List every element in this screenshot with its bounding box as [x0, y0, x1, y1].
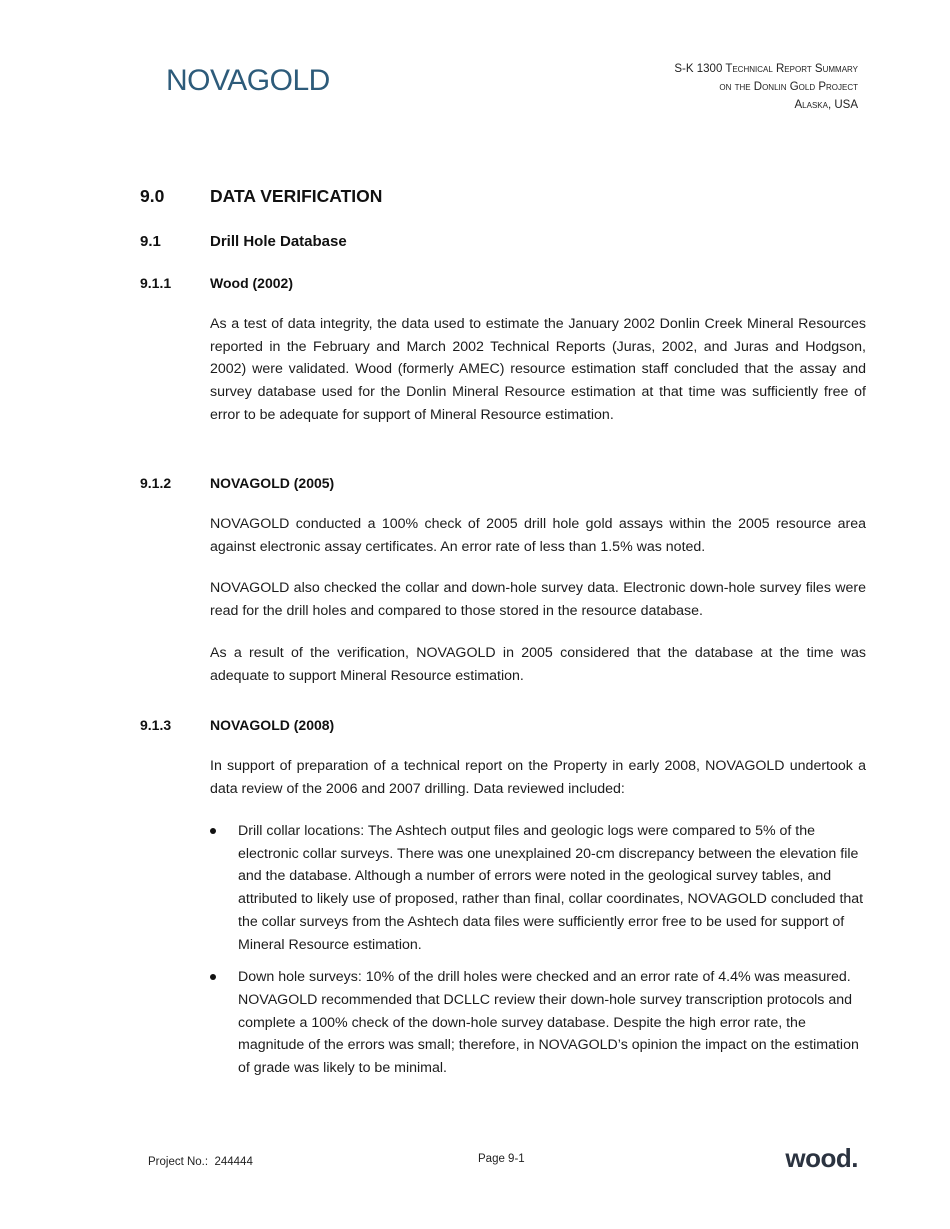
heading-title: NOVAGOLD (2005): [210, 475, 335, 491]
paragraph: NOVAGOLD conducted a 100% check of 2005 drill hole gold assays within the 2005 resource area against electronic assay certificates. An error rate of less than 1.5% was noted.: [210, 516, 866, 555]
list-item: Drill collar locations: The Ashtech output files and geologic logs were compared to 5% of the electronic collar surveys. There was one unexplained 20-cm discrepancy between the elevation file and the database. Although a number of errors were noted in the geological survey tables, and attributed to likely use of proposed, rather than final, collar coordinates, NOVAGOLD concluded that the collar surveys from the Ashtech data files were sufficiently error free to be used for support of Mineral Resource estimation.: [210, 820, 866, 956]
list-item: Down hole surveys: 10% of the drill holes were checked and an error rate of 4.4% was measured. NOVAGOLD recommended that DCLLC review their down-hole survey transcription protocols and complete a 100% check of the down-hole survey database. Despite the high error rate, the magnitude of the errors was small; therefore, in NOVAGOLD’s opinion the impact on the estimation of grade was likely to be minimal.: [210, 966, 866, 1080]
page-number: Page 9-1: [478, 1153, 525, 1165]
paragraph: NOVAGOLD also checked the collar and down-hole survey data. Electronic down-hole survey files were read for the drill holes and compared to those stored in the resource database.: [210, 580, 866, 619]
report-title-line3: Alaska, USA: [794, 99, 858, 111]
bullet-list: [210, 820, 866, 1080]
wood-logo: wood.: [785, 1143, 858, 1173]
heading-title: Wood (2002): [210, 275, 293, 291]
section-heading: [140, 186, 382, 207]
heading-9-1-2: [140, 475, 334, 491]
heading-number: 9.1.2: [140, 475, 172, 491]
logo-text: NOVAGOLD: [166, 64, 330, 97]
report-title-line1: S-K 1300 Technical Report Summary: [674, 63, 858, 75]
report-header: [674, 60, 858, 114]
heading-9-1-3: [140, 717, 334, 733]
subsection-title: Drill Hole Database: [210, 233, 347, 250]
novagold-logo: [166, 64, 330, 98]
heading-9-1-1: [140, 275, 293, 291]
report-title-line2: on the Donlin Gold Project: [719, 81, 858, 93]
section-title: DATA VERIFICATION: [210, 186, 383, 206]
section-number: 9.0: [140, 186, 165, 206]
subsection-heading: [140, 233, 347, 250]
project-number: [148, 1156, 253, 1168]
paragraph: As a test of data integrity, the data used to estimate the January 2002 Donlin Creek Mineral Resources reported in the February and March 2002 Technical Reports (Juras, 2002, and Juras and Hodgson, 2002) were validated. Wood (formerly AMEC) resource estimation staff concluded that the assay and survey database used for the Donlin Mineral Resource estimation at that time was sufficiently free of error to be adequate for support of Mineral Resource estimation.: [210, 316, 866, 423]
heading-title: NOVAGOLD (2008): [210, 717, 335, 733]
project-value: 244444: [214, 1156, 253, 1168]
project-label: Project No.:: [148, 1156, 209, 1168]
paragraph: As a result of the verification, NOVAGOLD in 2005 considered that the database at the time was adequate to support Mineral Resource estimation.: [210, 645, 866, 684]
paragraph: In support of preparation of a technical report on the Property in early 2008, NOVAGOLD undertook a data review of the 2006 and 2007 drilling. Data reviewed included:: [210, 758, 866, 797]
subsection-number: 9.1: [140, 233, 161, 250]
heading-number: 9.1.3: [140, 717, 172, 733]
heading-number: 9.1.1: [140, 275, 172, 291]
